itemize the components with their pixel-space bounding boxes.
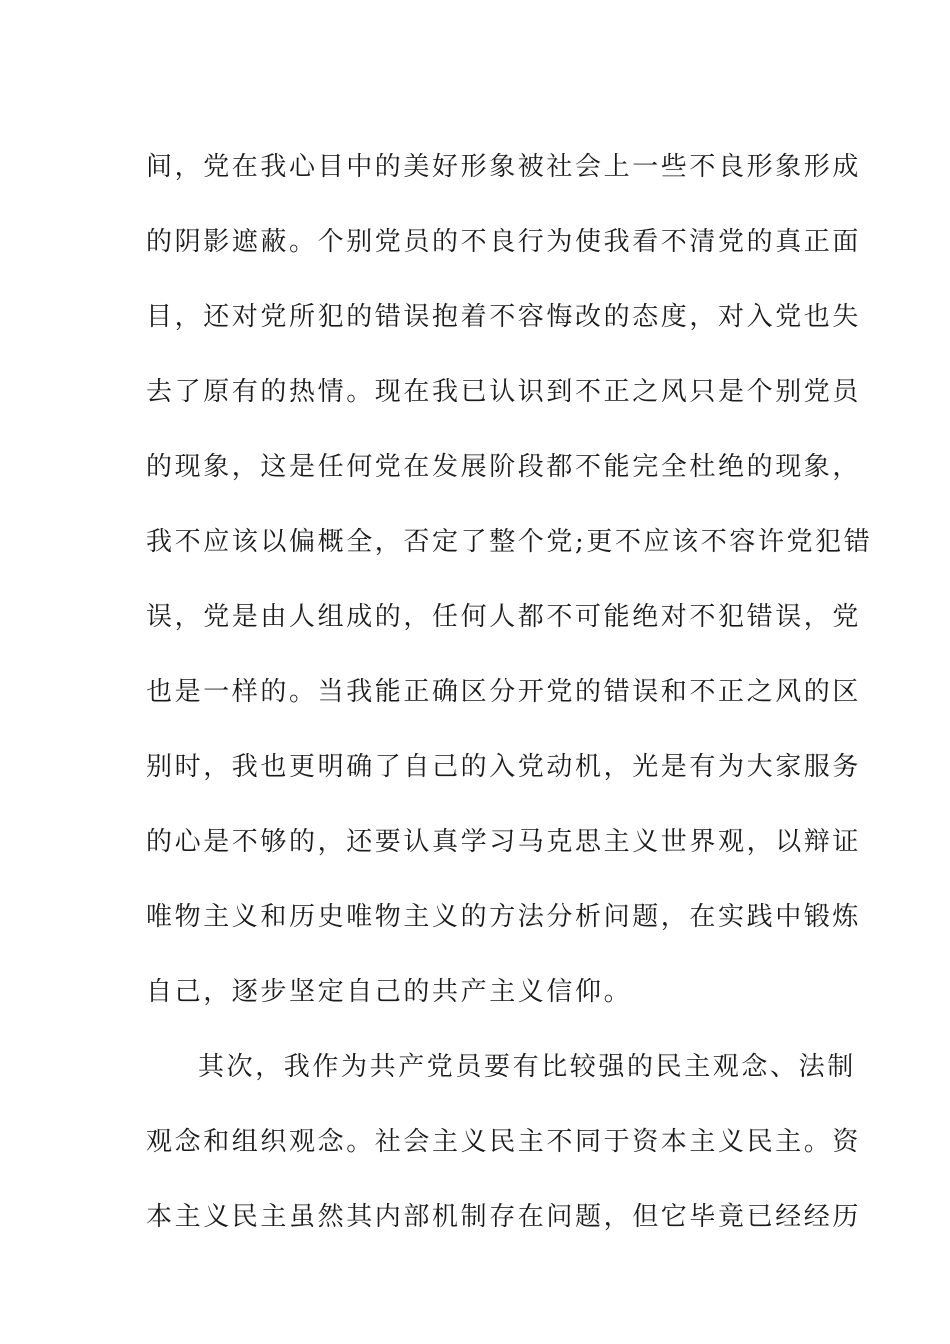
text-line: 去了原有的热情。现在我已认识到不正之风只是个别党员 xyxy=(146,377,862,407)
text-line: 我不应该以偏概全，否定了整个党;更不应该不容许党犯错 xyxy=(146,527,873,557)
text-line: 误，党是由人组成的，任何人都不可能绝对不犯错误，党 xyxy=(146,602,862,632)
text-line: 目，还对党所犯的错误抱着不容悔改的态度，对入党也失 xyxy=(146,302,862,332)
paragraph-2 xyxy=(146,1030,862,1255)
document-body xyxy=(146,130,873,1255)
text-line: 间，党在我心目中的美好形象被社会上一些不良形象形成 xyxy=(146,152,862,182)
text-line: 唯物主义和历史唯物主义的方法分析问题，在实践中锻炼 xyxy=(146,902,862,932)
text-line: 别时，我也更明确了自己的入党动机，光是有为大家服务 xyxy=(146,752,862,782)
text-line: 也是一样的。当我能正确区分开党的错误和不正之风的区 xyxy=(146,677,862,707)
text-line: 自己，逐步坚定自己的共产主义信仰。 xyxy=(146,977,633,1007)
text-line: 其次，我作为共产党员要有比较强的民主观念、法制 xyxy=(198,1052,856,1082)
text-line: 的阴影遮蔽。个别党员的不良行为使我看不清党的真正面 xyxy=(146,227,862,257)
paragraph-1 xyxy=(146,130,873,1030)
text-line: 的现象，这是任何党在发展阶段都不能完全杜绝的现象， xyxy=(146,452,862,482)
text-line: 的心是不够的，还要认真学习马克思主义世界观，以辩证 xyxy=(146,827,862,857)
text-line: 本主义民主虽然其内部机制存在问题，但它毕竟已经经历 xyxy=(146,1202,862,1232)
text-line: 观念和组织观念。社会主义民主不同于资本主义民主。资 xyxy=(146,1127,862,1157)
